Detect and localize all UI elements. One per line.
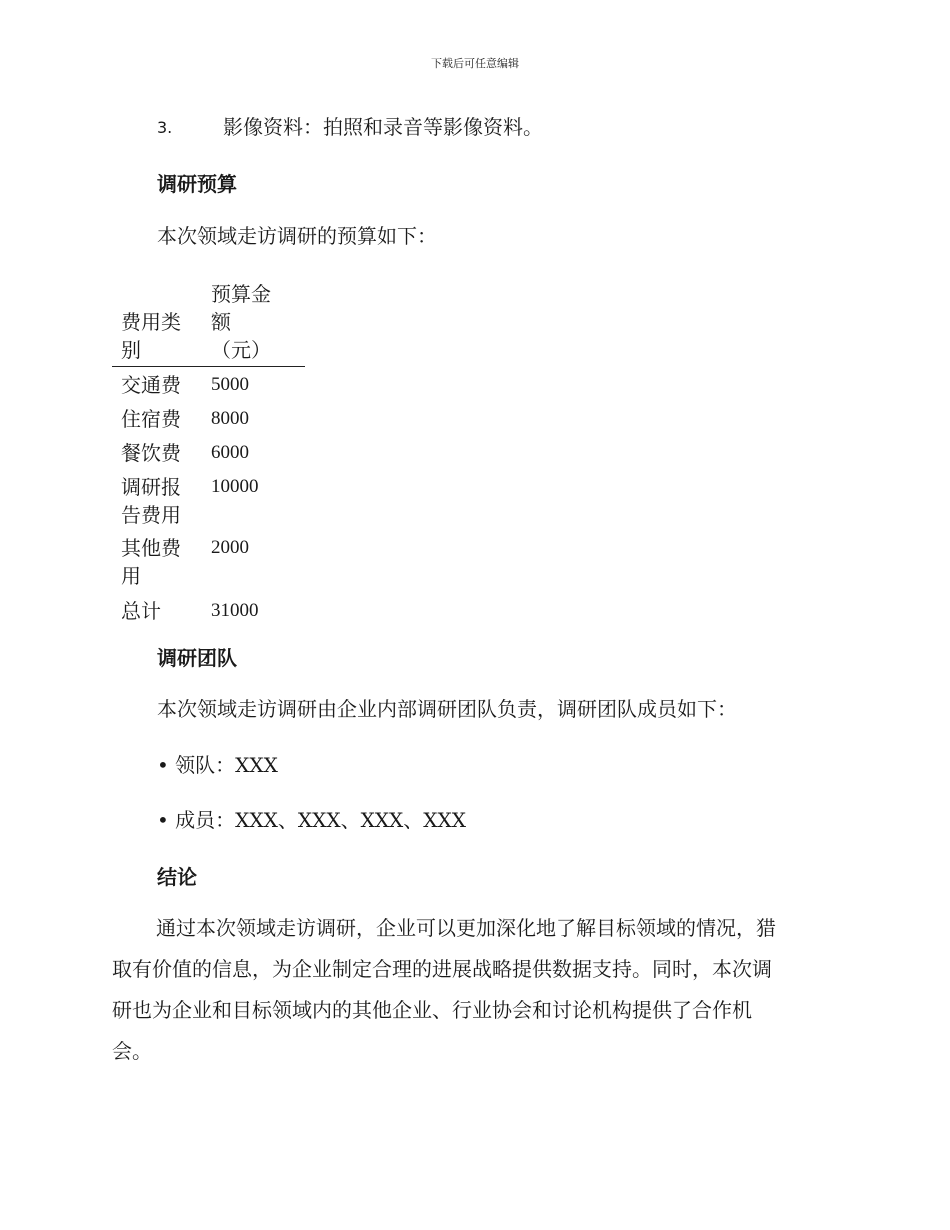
table-row-category: 调研报 告费用	[121, 475, 181, 527]
page-header: 下载后可任意编辑	[431, 57, 519, 70]
team-intro: 本次领域走访调研由企业内部调研团队负责，调研团队成员如下：	[157, 697, 737, 721]
table-row-category: 餐饮费	[121, 441, 181, 465]
table-row-amount: 6000	[211, 442, 249, 463]
table-header-amount: 预算金 额 （元）	[211, 282, 271, 362]
table-row-amount: 8000	[211, 408, 249, 429]
budget-heading: 调研预算	[157, 172, 237, 196]
conclusion-heading: 结论	[157, 865, 197, 889]
table-row-category: 住宿费	[121, 407, 181, 431]
table-row-category: 其他费 用	[121, 536, 181, 588]
table-row-category: 交通费	[121, 373, 181, 397]
table-row-amount: 31000	[211, 600, 259, 621]
team-heading: 调研团队	[157, 646, 237, 670]
team-members: • 成员：XXX、XXX、XXX、XXX	[157, 808, 467, 832]
conclusion-paragraph: 通过本次领域走访调研，企业可以更加深化地了解目标领域的情况，猎 取有价值的信息，为企业制定合理的进展战略提供数据支持。同时，本次调 研也为企业和目标领域内的其他企业、行业协会和讨论机构提供了合作机 会。	[112, 916, 776, 1063]
team-leader: • 领队：XXX	[157, 753, 278, 777]
table-row-amount: 10000	[211, 476, 259, 497]
list-item-number: 3.	[157, 118, 173, 137]
list-item-text: 影像资料：拍照和录音等影像资料。	[223, 115, 543, 139]
table-row-amount: 2000	[211, 537, 249, 558]
table-header-rule	[112, 366, 305, 367]
table-header-category: 费用类 别	[121, 310, 181, 362]
budget-intro: 本次领域走访调研的预算如下：	[157, 224, 437, 248]
table-row-category: 总计	[121, 599, 161, 623]
table-row-amount: 5000	[211, 374, 249, 395]
